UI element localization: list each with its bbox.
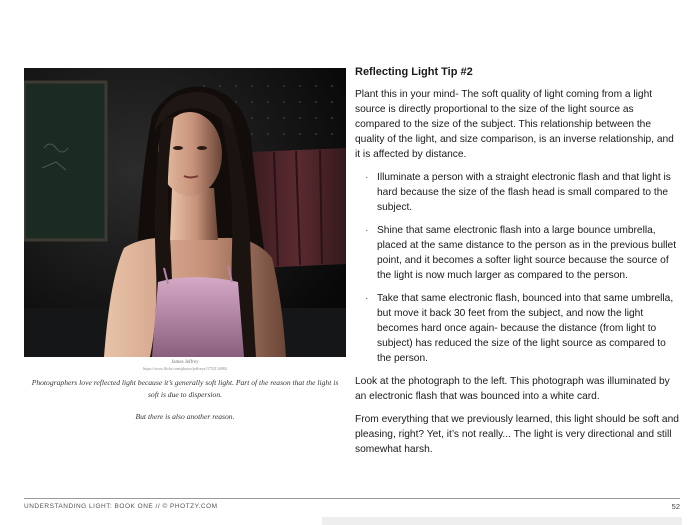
- bullet-item: [355, 170, 681, 215]
- bullet-text: Take that same electronic flash, bounced into that same umbrella, but move it back 30 feet from the subject, and now the light becomes hard once again- because the distance (from light to subject) has reduced the size of the light source as compared to the person.: [377, 293, 674, 364]
- photo-credit-url[interactable]: https://www.flickr.com/photos/jeffreyx/3752134984: [143, 366, 227, 371]
- conclusion-paragraph: From everything that we previously learned, this light should be soft and pleasing, right? Yet, it’s not really... The light is very directional and still somewhat harsh.: [355, 414, 679, 455]
- footer-tab: [322, 517, 682, 525]
- bullet-dot-icon: ·: [365, 172, 369, 183]
- photo-description-paragraph: Look at the photograph to the left. This photograph was illuminated by an electronic flash that was bounced into a white card.: [355, 376, 670, 402]
- tip-heading: Reflecting Light Tip #2: [355, 66, 473, 78]
- bullet-dot-icon: ·: [365, 293, 369, 304]
- caption-text: Photographers love reflected light because it’s generally soft light. Part of the reason that the light is soft is due to dispersion.: [31, 378, 339, 399]
- bullet-item: [355, 291, 681, 366]
- page-number: 52: [671, 502, 680, 511]
- portrait-illustration: [24, 68, 346, 357]
- photo-credit-name: James Jeffrey: [171, 360, 199, 365]
- bullet-text: Illuminate a person with a straight electronic flash and that light is hard because the size of the flash head is small compared to the subject.: [377, 172, 671, 213]
- portrait-photo: [24, 68, 346, 357]
- article-body: [355, 65, 681, 465]
- caption-note: But there is also another reason.: [135, 412, 235, 421]
- bullet-list: [355, 170, 681, 366]
- footer-divider: [24, 498, 680, 499]
- bullet-text: Shine that same electronic flash into a large bounce umbrella, placed at the same distance to the person as in the previous bullet point, and it becomes a softer light source because the source of the light is now much larger as compared to the person.: [377, 225, 677, 281]
- photo-caption: [24, 360, 346, 423]
- bullet-item: [355, 223, 681, 283]
- footer-title: UNDERSTANDING LIGHT: BOOK ONE // © PHOTZY.COM: [24, 503, 218, 510]
- bullet-dot-icon: ·: [365, 225, 369, 236]
- intro-paragraph: Plant this in your mind- The soft quality of light coming from a light source is directly proportional to the size of the light source as compared to the size of the subject. This relationship between the quality of the light, and size comparison, is an inverse relationship, and it is affected by distance.: [355, 89, 674, 160]
